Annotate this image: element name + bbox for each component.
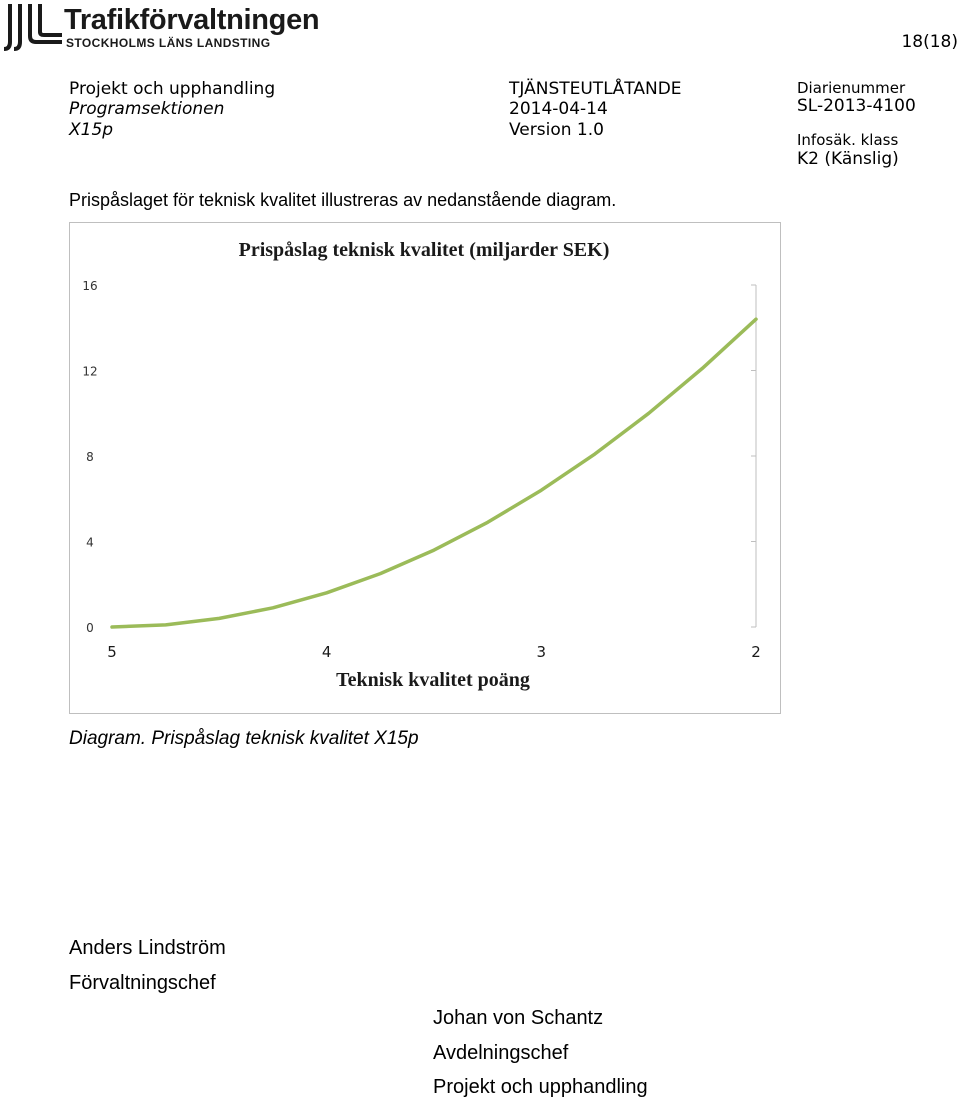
header-doc-type: TJÄNSTEUTLÅTANDE bbox=[509, 79, 682, 99]
signature-left-title: Förvaltningschef bbox=[69, 972, 216, 994]
intro-text: Prispåslaget för teknisk kvalitet illustreras av nedanstående diagram. bbox=[69, 190, 617, 210]
x-tick-label: 4 bbox=[321, 643, 332, 661]
header-project: X15p bbox=[69, 120, 114, 140]
y-tick-label: 8 bbox=[86, 450, 94, 464]
infosak-value: K2 (Känslig) bbox=[797, 149, 899, 169]
y-tick-label: 0 bbox=[86, 621, 94, 635]
header-section: Programsektionen bbox=[69, 99, 225, 119]
series-line bbox=[112, 319, 756, 627]
y-tick-label: 16 bbox=[82, 279, 98, 293]
diarie-value: SL-2013-4100 bbox=[797, 96, 916, 116]
logo-name: Trafikförvaltningen bbox=[64, 4, 320, 36]
header-date: 2014-04-14 bbox=[509, 99, 608, 119]
organization-logo bbox=[4, 2, 324, 54]
chart-container bbox=[69, 222, 781, 714]
infosak-label: Infosäk. klass bbox=[797, 131, 899, 149]
chart-x-axis-label: Teknisk kvalitet poäng bbox=[336, 669, 530, 691]
page-number: 18(18) bbox=[901, 32, 958, 52]
signature-right-dept: Projekt och upphandling bbox=[433, 1076, 648, 1098]
y-tick-label: 4 bbox=[86, 535, 94, 550]
header-version: Version 1.0 bbox=[509, 120, 604, 140]
line-chart bbox=[70, 223, 782, 715]
x-tick-label: 3 bbox=[536, 643, 547, 661]
x-tick-label: 5 bbox=[107, 643, 117, 661]
logo-mark-icon bbox=[4, 2, 62, 52]
logo-subtitle: STOCKHOLMS LÄNS LANDSTING bbox=[66, 36, 271, 50]
signature-right-title: Avdelningschef bbox=[433, 1042, 569, 1064]
signature-left-name: Anders Lindström bbox=[69, 937, 226, 959]
x-tick-label: 2 bbox=[751, 643, 761, 661]
chart-caption: Diagram. Prispåslag teknisk kvalitet X15p bbox=[69, 728, 419, 749]
header-department: Projekt och upphandling bbox=[69, 79, 276, 99]
y-tick-label: 12 bbox=[82, 364, 98, 379]
chart-title: Prispåslag teknisk kvalitet (miljarder SEK) bbox=[238, 239, 610, 261]
signature-right-name: Johan von Schantz bbox=[433, 1007, 604, 1029]
diarie-label: Diarienummer bbox=[797, 79, 906, 97]
